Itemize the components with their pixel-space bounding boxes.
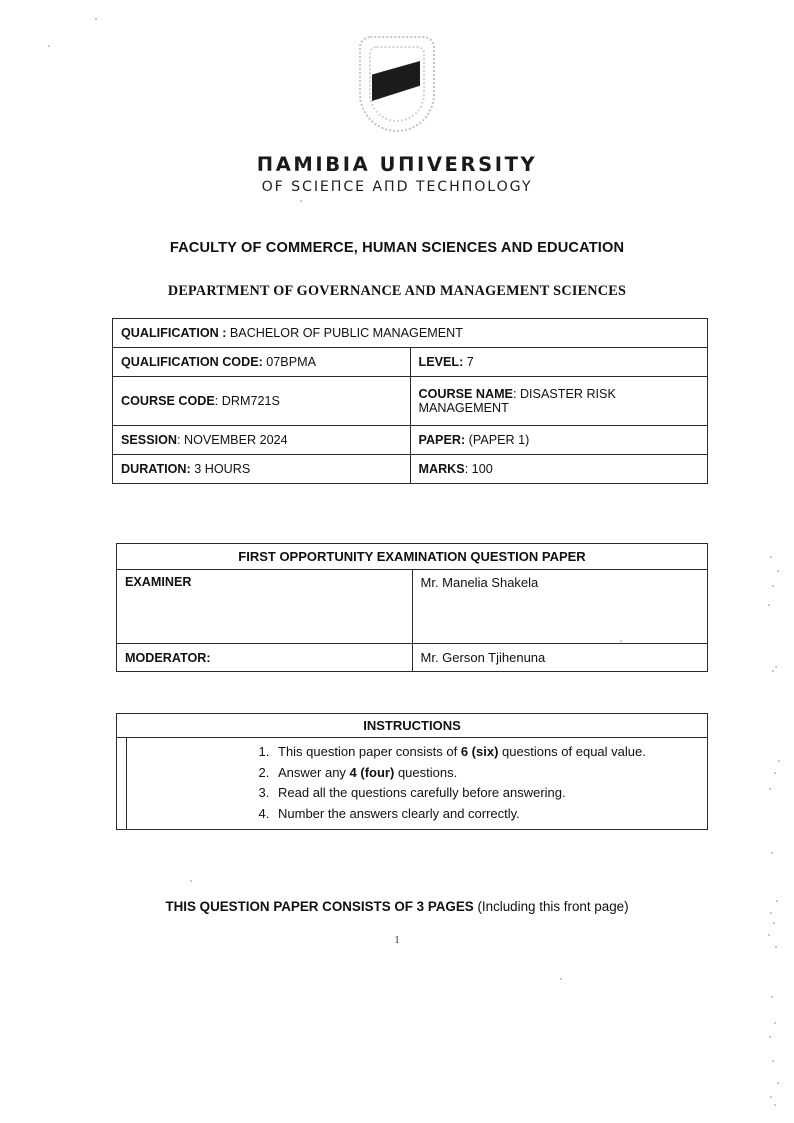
paper-label: PAPER: xyxy=(418,433,466,447)
table-row xyxy=(117,570,708,644)
table-row xyxy=(117,738,708,830)
instructions-title: INSTRUCTIONS xyxy=(117,714,708,738)
scan-artifact xyxy=(774,772,776,774)
paper-cell xyxy=(410,426,708,455)
instruction-item: 2. Answer any 4 (four) questions. xyxy=(273,763,707,784)
level-cell xyxy=(410,348,708,377)
scan-artifact xyxy=(620,640,622,642)
instruction-item: 3. Read all the questions carefully before answering. xyxy=(273,783,707,804)
scan-artifact xyxy=(770,556,772,558)
scan-artifact xyxy=(768,604,770,606)
scan-artifact xyxy=(300,200,302,202)
qualification-cell xyxy=(113,319,708,348)
course-name-value: : DISASTER RISK MANAGEMENT xyxy=(418,387,616,415)
scan-artifact xyxy=(774,1022,776,1024)
qualification-value: BACHELOR OF PUBLIC MANAGEMENT xyxy=(229,326,463,340)
examiner-name: Mr. Manelia Shakela xyxy=(412,570,708,644)
table-row xyxy=(117,714,708,738)
duration-value: 3 HOURS xyxy=(194,462,251,476)
course-code-label: COURSE CODE xyxy=(121,394,215,408)
marks-value: : 100 xyxy=(464,462,493,476)
instruction-item: 1. This question paper consists of 6 (six) questions of equal value. xyxy=(273,742,707,763)
scan-artifact xyxy=(769,788,771,790)
nust-shield-logo-icon xyxy=(354,36,440,136)
instructions-body-cell xyxy=(117,738,708,830)
level-value: 7 xyxy=(466,355,474,369)
scan-artifact xyxy=(775,666,777,668)
qualification-code-cell xyxy=(113,348,411,377)
examiner-label: EXAMINER xyxy=(117,570,413,644)
table-row xyxy=(117,644,708,672)
marks-cell xyxy=(410,455,708,484)
instructions-gutter xyxy=(117,738,127,829)
page-count-strong: THIS QUESTION PAPER CONSISTS OF 3 PAGES xyxy=(165,899,474,914)
course-name-cell xyxy=(410,377,708,426)
scan-artifact xyxy=(48,45,50,47)
scan-artifact xyxy=(772,585,774,587)
qualification-code-label: QUALIFICATION CODE: xyxy=(121,355,263,369)
faculty-heading: FACULTY OF COMMERCE, HUMAN SCIENCES AND EDUCATION xyxy=(169,240,625,256)
scan-artifact xyxy=(773,922,775,924)
instruction-item: 4. Number the answers clearly and correctly. xyxy=(273,804,707,825)
qualification-code-value: 07BPMA xyxy=(266,355,316,369)
moderator-label: MODERATOR: xyxy=(117,644,413,672)
table-row xyxy=(117,544,708,570)
session-value: : NOVEMBER 2024 xyxy=(177,433,288,447)
course-name-label: COURSE NAME xyxy=(418,387,513,401)
table-row xyxy=(113,348,708,377)
instruction-emphasis: 6 (six) xyxy=(460,744,499,759)
scan-artifact xyxy=(770,912,772,914)
duration-cell xyxy=(113,455,411,484)
level-label: LEVEL: xyxy=(418,355,464,369)
department-heading: DEPARTMENT OF GOVERNANCE AND MANAGEMENT SCIENCES xyxy=(167,283,627,299)
page-count-note xyxy=(0,899,794,914)
marks-label: MARKS xyxy=(418,462,465,476)
scan-artifact xyxy=(777,570,779,572)
table-row xyxy=(113,455,708,484)
qualification-details-table xyxy=(112,318,708,484)
scan-artifact xyxy=(768,934,770,936)
instruction-emphasis: 4 (four) xyxy=(349,764,395,780)
instructions-table xyxy=(116,713,708,830)
scan-artifact xyxy=(776,900,778,902)
table-row xyxy=(113,319,708,348)
university-subtitle: OF SCIEΠCE AΠD TECHΠOLOGY xyxy=(261,179,533,195)
scan-artifact xyxy=(771,852,773,854)
course-code-cell xyxy=(113,377,411,426)
scan-artifact xyxy=(190,880,192,882)
session-label: SESSION xyxy=(121,433,177,447)
duration-label: DURATION: xyxy=(121,462,191,476)
scan-artifact xyxy=(777,1082,779,1084)
moderator-name: Mr. Gerson Tjihenuna xyxy=(412,644,708,672)
scan-artifact xyxy=(560,978,562,980)
scan-artifact xyxy=(95,18,97,20)
paper-value: (PAPER 1) xyxy=(468,433,530,447)
scan-artifact xyxy=(770,1096,772,1098)
table-row xyxy=(113,426,708,455)
university-name: ΠΑΜΙΒΙΑ UΠIVERSITY xyxy=(256,153,538,176)
instructions-list xyxy=(255,742,707,824)
scan-artifact xyxy=(774,1104,776,1106)
course-code-value: : DRM721S xyxy=(214,394,280,408)
scan-artifact xyxy=(778,760,780,762)
exam-paper-title: FIRST OPPORTUNITY EXAMINATION QUESTION PAPER xyxy=(117,544,708,570)
university-logo-block xyxy=(0,36,794,195)
scan-artifact xyxy=(772,670,774,672)
table-row xyxy=(113,377,708,426)
page-count-rest: (Including this front page) xyxy=(473,899,629,914)
scan-artifact xyxy=(771,996,773,998)
page-number: 1 xyxy=(394,934,400,946)
scan-artifact xyxy=(772,1060,774,1062)
qualification-label: QUALIFICATION : xyxy=(121,326,227,340)
examiner-moderator-table xyxy=(116,543,708,672)
session-cell xyxy=(113,426,411,455)
scan-artifact xyxy=(769,1036,771,1038)
scan-artifact xyxy=(775,946,777,948)
